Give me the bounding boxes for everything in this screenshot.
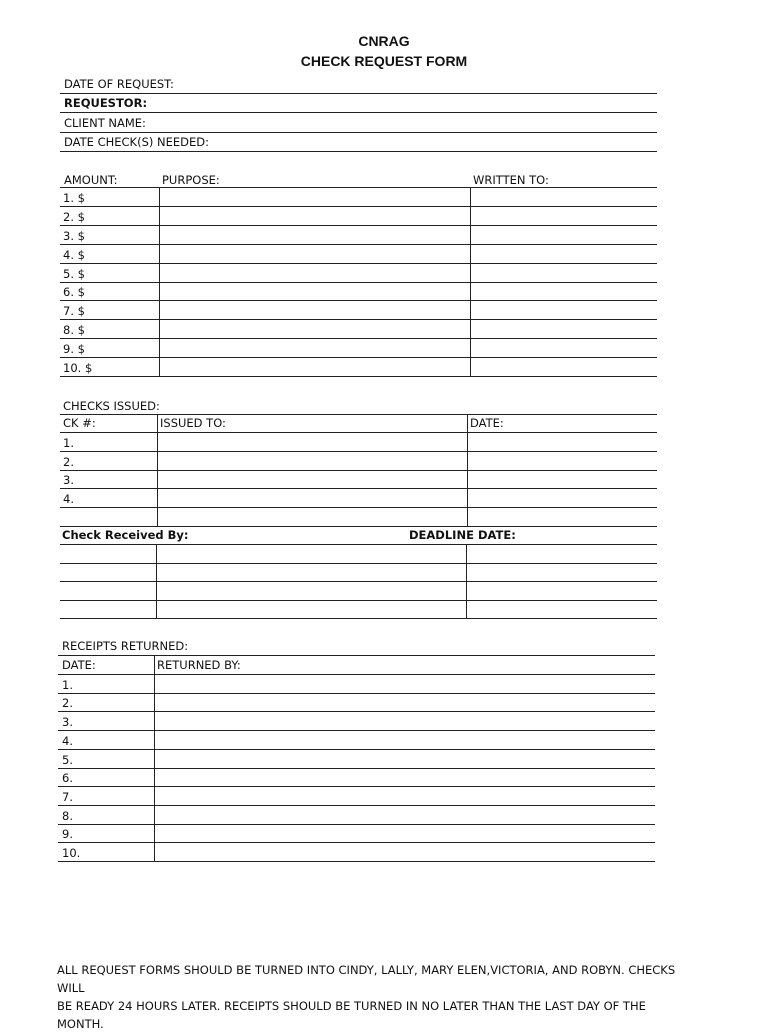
receipt-row-label: 7.: [62, 789, 73, 804]
row-line: [58, 768, 655, 769]
check-row-label: 3.: [63, 473, 74, 488]
receipt-row-label: 6.: [62, 771, 73, 786]
amount-row-label: 7. $: [63, 304, 85, 319]
section-rule: [58, 655, 655, 656]
check-row-label: 2.: [63, 454, 74, 469]
receipt-date-header: DATE:: [62, 658, 96, 672]
row-line: [60, 563, 657, 564]
amount-row-label: 1. $: [63, 190, 85, 205]
row-line: [60, 244, 657, 245]
row-line: [60, 618, 657, 619]
row-line: [60, 225, 657, 226]
column-divider: [470, 187, 471, 376]
row-line: [60, 357, 657, 358]
receipt-row-label: 1.: [62, 677, 73, 692]
row-line: [60, 206, 657, 207]
org-name: CNRAG: [358, 33, 410, 49]
field-line: [60, 93, 657, 94]
checks-issued-label: CHECKS ISSUED:: [63, 399, 160, 413]
row-line: [58, 749, 655, 750]
receipt-row-label: 2.: [62, 696, 73, 711]
field-label: DATE CHECK(S) NEEDED:: [64, 135, 210, 149]
written-to-header: WRITTEN TO:: [473, 173, 549, 187]
row-line: [60, 526, 657, 527]
row-line: [60, 376, 657, 377]
column-divider: [466, 544, 467, 618]
receipt-row-label: 9.: [62, 827, 73, 842]
date-header: DATE:: [470, 416, 504, 430]
footer-line-2: BE READY 24 HOURS LATER. RECEIPTS SHOULD BE TURNED IN NO LATER THAN THE LAST DAY OF THE MONTH.: [57, 999, 646, 1031]
row-line: [60, 282, 657, 283]
receipt-row-label: 4.: [62, 733, 73, 748]
section-rule: [60, 414, 657, 415]
form-title: CHECK REQUEST FORM: [300, 53, 468, 69]
row-line: [58, 842, 655, 843]
column-divider: [159, 187, 160, 376]
field-line: [60, 112, 657, 113]
row-line: [60, 470, 657, 471]
receipt-row-label: 3.: [62, 715, 73, 730]
header-rule: [60, 187, 657, 188]
check-row-label: 1.: [63, 435, 74, 450]
row-line: [58, 711, 655, 712]
receipts-returned-label: RECEIPTS RETURNED:: [62, 639, 189, 653]
field-label: CLIENT NAME:: [64, 116, 146, 130]
receipt-row-label: 8.: [62, 808, 73, 823]
field-line: [60, 132, 657, 133]
field-line: [60, 151, 657, 152]
check-row-label: 4.: [63, 492, 74, 507]
amount-row-label: 8. $: [63, 323, 85, 338]
header-rule: [60, 544, 657, 545]
amount-row-label: 3. $: [63, 228, 85, 243]
row-line: [60, 300, 657, 301]
check-received-label: Check Received By:: [62, 528, 189, 542]
row-line: [58, 861, 655, 862]
issued-to-header: ISSUED TO:: [160, 416, 226, 430]
amount-row-label: 4. $: [63, 247, 85, 262]
row-line: [58, 693, 655, 694]
row-line: [60, 451, 657, 452]
footer-note: [57, 961, 677, 1033]
amount-row-label: 2. $: [63, 209, 85, 224]
header-rule: [60, 432, 657, 433]
row-line: [60, 581, 657, 582]
row-line: [60, 507, 657, 508]
column-divider: [154, 655, 155, 861]
row-line: [60, 488, 657, 489]
field-label: DATE OF REQUEST:: [64, 77, 174, 91]
row-line: [60, 600, 657, 601]
amount-row-label: 9. $: [63, 342, 85, 357]
row-line: [60, 319, 657, 320]
column-divider: [157, 414, 158, 526]
amount-row-label: 10. $: [63, 361, 93, 375]
returned-by-header: RETURNED BY:: [157, 658, 241, 672]
ck-header: CK #:: [63, 416, 96, 430]
receipt-row-label: 5.: [62, 752, 73, 767]
amount-row-label: 5. $: [63, 266, 85, 281]
column-divider: [467, 414, 468, 526]
amount-row-label: 6. $: [63, 285, 85, 300]
header-rule: [58, 674, 655, 675]
amount-header: AMOUNT:: [64, 173, 118, 187]
row-line: [58, 786, 655, 787]
deadline-date-label: DEADLINE DATE:: [409, 528, 516, 542]
receipt-row-label: 10.: [62, 846, 81, 860]
row-line: [60, 338, 657, 339]
column-divider: [156, 544, 157, 618]
row-line: [58, 824, 655, 825]
row-line: [60, 263, 657, 264]
row-line: [58, 805, 655, 806]
row-line: [58, 730, 655, 731]
field-label: REQUESTOR:: [64, 96, 148, 110]
purpose-header: PURPOSE:: [162, 173, 220, 187]
footer-line-1: ALL REQUEST FORMS SHOULD BE TURNED INTO CINDY, LALLY, MARY ELEN,VICTORIA, AND ROBYN. CHECKS WILL: [57, 963, 676, 995]
